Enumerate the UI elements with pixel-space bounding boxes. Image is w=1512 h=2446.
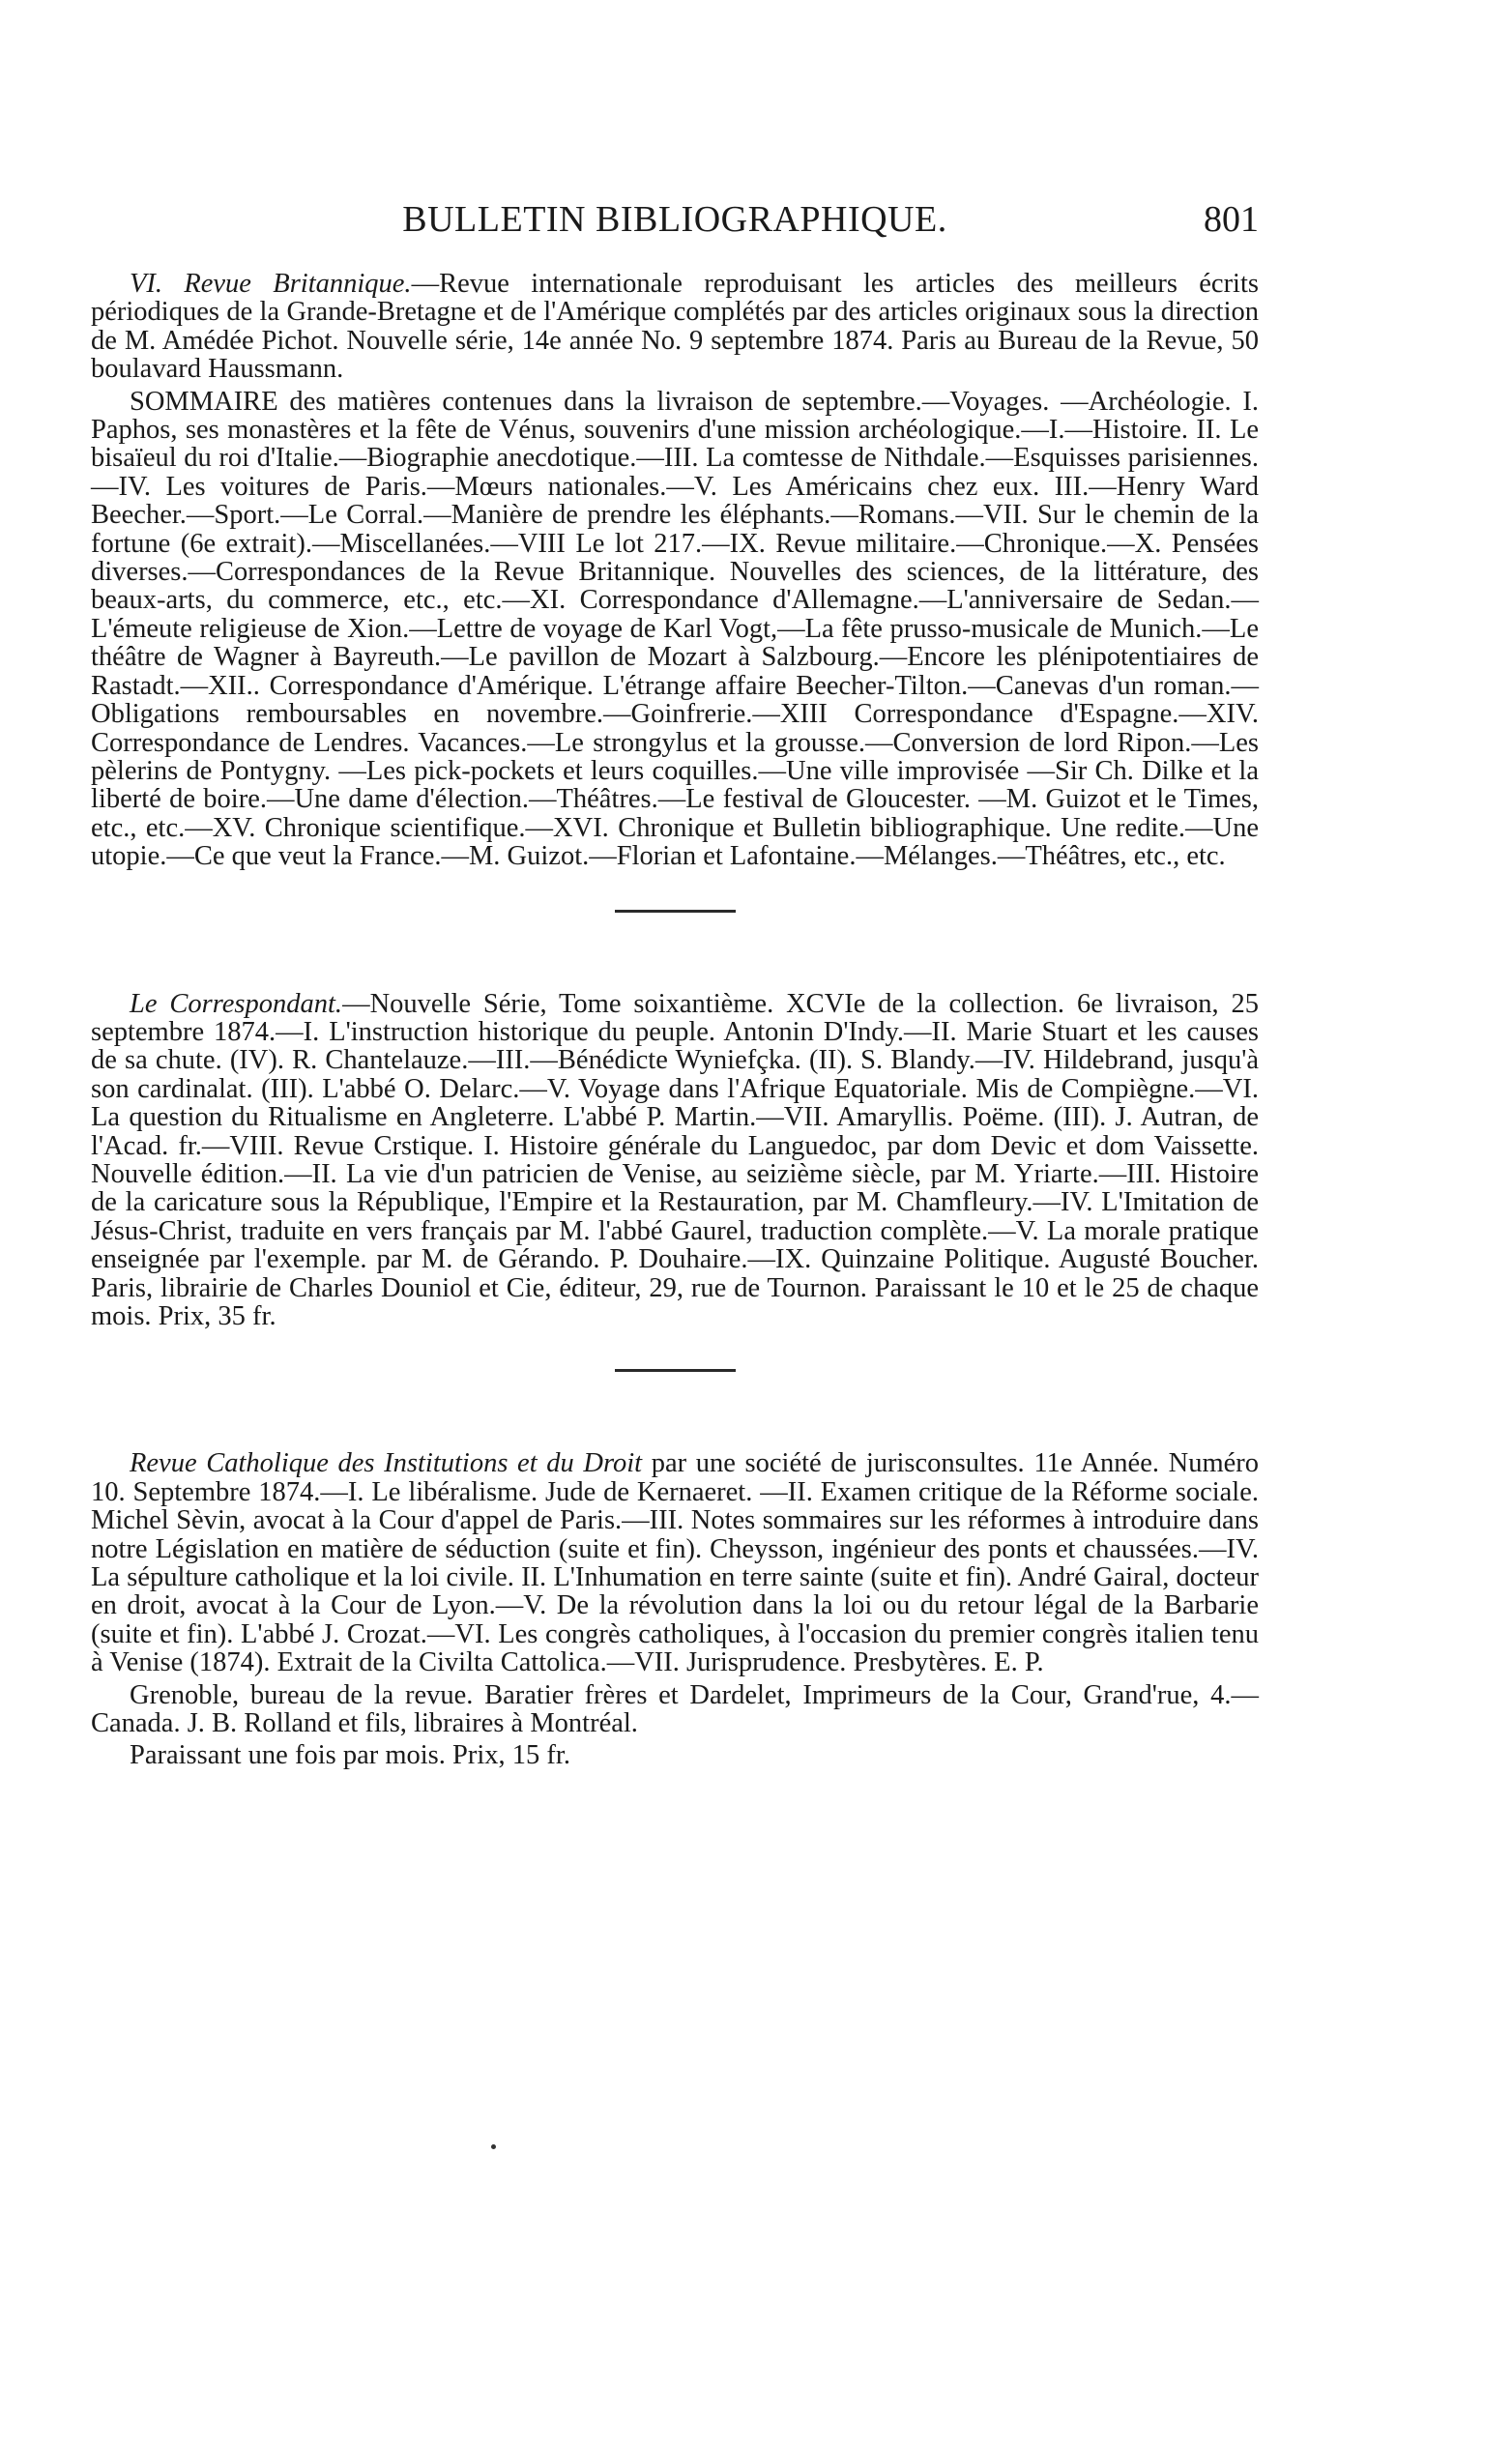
entry-text: Paraissant une fois par mois. Prix, 15 fr.	[130, 1740, 570, 1771]
entry-text: SOMMAIRE des matières contenues dans la livraison de septembre.—Voyages. —Archéologie. I. Paphos, ses monastères et la fête de Vénus, souvenirs d'une mission archéologique.—I.—Histoire. II. Le bisaïeul du roi d'Italie.—Biographie anecdotique.—III. La comtesse de Nithdale.—Esquisses parisiennes.—IV. Les voitures de Paris.—Mœurs nationales.—V. Les Américains chez eux. III.—Henry Ward Beecher.—Sport.—Le Corral.—Manière de prendre les éléphants.—Romans.—VII. Sur le chemin de la fortune (6e extrait).—Miscellanées.—VIII Le lot 217.—IX. Revue militaire.—Chronique.—X. Pensées diverses.—Correspondances de la Revue Britannique. Nouvelles des sciences, de la littérature, des beaux-arts, du commerce, etc., etc.—XI. Correspondance d'Allemagne.—L'anniversaire de Sedan.—L'émeute religieuse de Xion.—Lettre de voyage de Karl Vogt,—La fête prusso-musicale de Munich.—Le théâtre de Wagner à Bayreuth.—Le pavillon de Mozart à Salzbourg.—Encore les plénipotentiaires de Rastadt.—XII.. Correspondance d'Amérique. L'étrange affaire Beecher-Tilton.—Canevas d'un roman.—Obligations remboursables en novembre.—Goinfrerie.—XIII Correspondance d'Espagne.—XIV. Correspondance de Lendres. Vacances.—Le strongylus et la grousse.—Conversion de lord Ripon.—Les pèlerins de Pontygny. —Les pick-pockets et leurs coquilles.—Une ville improvisée —Sir Ch. Dilke et la liberté de boire.—Une dame d'élection.—Théâtres.—Le festival de Gloucester. —M. Guizot et le Times, etc., etc.—XV. Chronique scientifique.—XVI. Chronique et Bulletin bibliographique. Une redite.—Une utopie.—Ce que veut la France.—M. Guizot.—Florian et Lafontaine.—Mélanges.—Théâtres, etc., etc.	[91, 386, 1259, 872]
section-divider	[615, 1369, 736, 1372]
entry-revue-catholique	[91, 1449, 1259, 1769]
entry-lead: VI. Revue Britannique.	[130, 269, 412, 299]
entry-lead: Le Correspondant.	[130, 988, 343, 1019]
entry-text: par une société de jurisconsultes. 11e Année. Numéro 10. Septembre 1874.—I. Le libéralisme. Jude de Kernaeret. —II. Examen critique de la Réforme sociale. Michel Sèvin, avocat à la Cour d'appel de Paris.—III. Notes sommaires sur les réformes à introduire dans notre Législation en matière de séduction (suite et fin). Cheysson, ingénieur des ponts et chaussées.—IV. La sépulture catholique et la loi civile. II. L'Inhumation en terre sainte (suite et fin). André Gairal, docteur en droit, avocat à la Cour de Lyon.—V. De la révolution dans la loi ou du retour légal de la Barbarie (suite et fin). L'abbé J. Crozat.—VI. Les congrès catholiques, à l'occasion du premier congrès italien tenu à Venise (1874). Extrait de la Civilta Cattolica.—VII. Jurisprudence. Presbytères. E. P.	[91, 1448, 1259, 1678]
entry-paragraph	[91, 388, 1259, 871]
entry-paragraph	[91, 1449, 1259, 1676]
entry-paragraph	[91, 270, 1259, 384]
page-number: 801	[1204, 199, 1259, 240]
print-dot	[491, 2144, 496, 2149]
entry-le-correspondant	[91, 990, 1259, 1331]
entry-text: —Revue internationale reproduisant les articles des meilleurs écrits périodiques de la Grande-Bretagne et de l'Amérique complétés par des articles originaux sous la direction de M. Amédée Pichot. Nouvelle série, 14e année No. 9 septembre 1874. Paris au Bureau de la Revue, 50 boulavard Haussmann.	[91, 269, 1259, 385]
entry-paragraph	[91, 990, 1259, 1331]
entry-text: Grenoble, bureau de la revue. Baratier frères et Dardelet, Imprimeurs de la Cour, Grand'rue, 4.—Canada. J. B. Rolland et fils, libraires à Montréal.	[91, 1679, 1259, 1739]
section-divider	[615, 910, 736, 913]
running-title: BULLETIN BIBLIOGRAPHIQUE.	[402, 199, 947, 240]
entry-paragraph	[91, 1741, 1259, 1769]
entry-lead: Revue Catholique des Institutions et du Droit	[130, 1448, 643, 1479]
entry-revue-britannique	[91, 270, 1259, 871]
entry-paragraph	[91, 1681, 1259, 1738]
entry-text: —Nouvelle Série, Tome soixantième. XCVIe de la collection. 6e livraison, 25 septembre 1874.—I. L'instruction historique du peuple. Antonin D'Indy.—II. Marie Stuart et les causes de sa chute. (IV). R. Chantelauze.—III.—Bénédicte Wyniefçka. (II). S. Blandy.—IV. Hildebrand, jusqu'à son cardinalat. (III). L'abbé O. Delarc.—V. Voyage dans l'Afrique Equatoriale. Mis de Compiègne.—VI. La question du Ritualisme en Angleterre. L'abbé P. Martin.—VII. Amaryllis. Poëme. (III). J. Autran, de l'Acad. fr.—VIII. Revue Crstique. I. Histoire générale du Languedoc, par dom Devic et dom Vaissette. Nouvelle édition.—II. La vie d'un patricien de Venise, au seizième siècle, par M. Yriarte.—III. Histoire de la caricature sous la République, l'Empire et la Restauration, par M. Chamfleury.—IV. L'Imitation de Jésus-Christ, traduite en vers français par M. l'abbé Gaurel, traduction complète.—V. La morale pratique enseignée par l'exemple. par M. de Gérando. P. Douhaire.—IX. Quinzaine Politique. Augusté Boucher. Paris, librairie de Charles Douniol et Cie, éditeur, 29, rue de Tournon. Paraissant le 10 et le 25 de chaque mois. Prix, 35 fr.	[91, 988, 1259, 1331]
running-head	[91, 198, 1259, 256]
page	[91, 198, 1259, 1770]
